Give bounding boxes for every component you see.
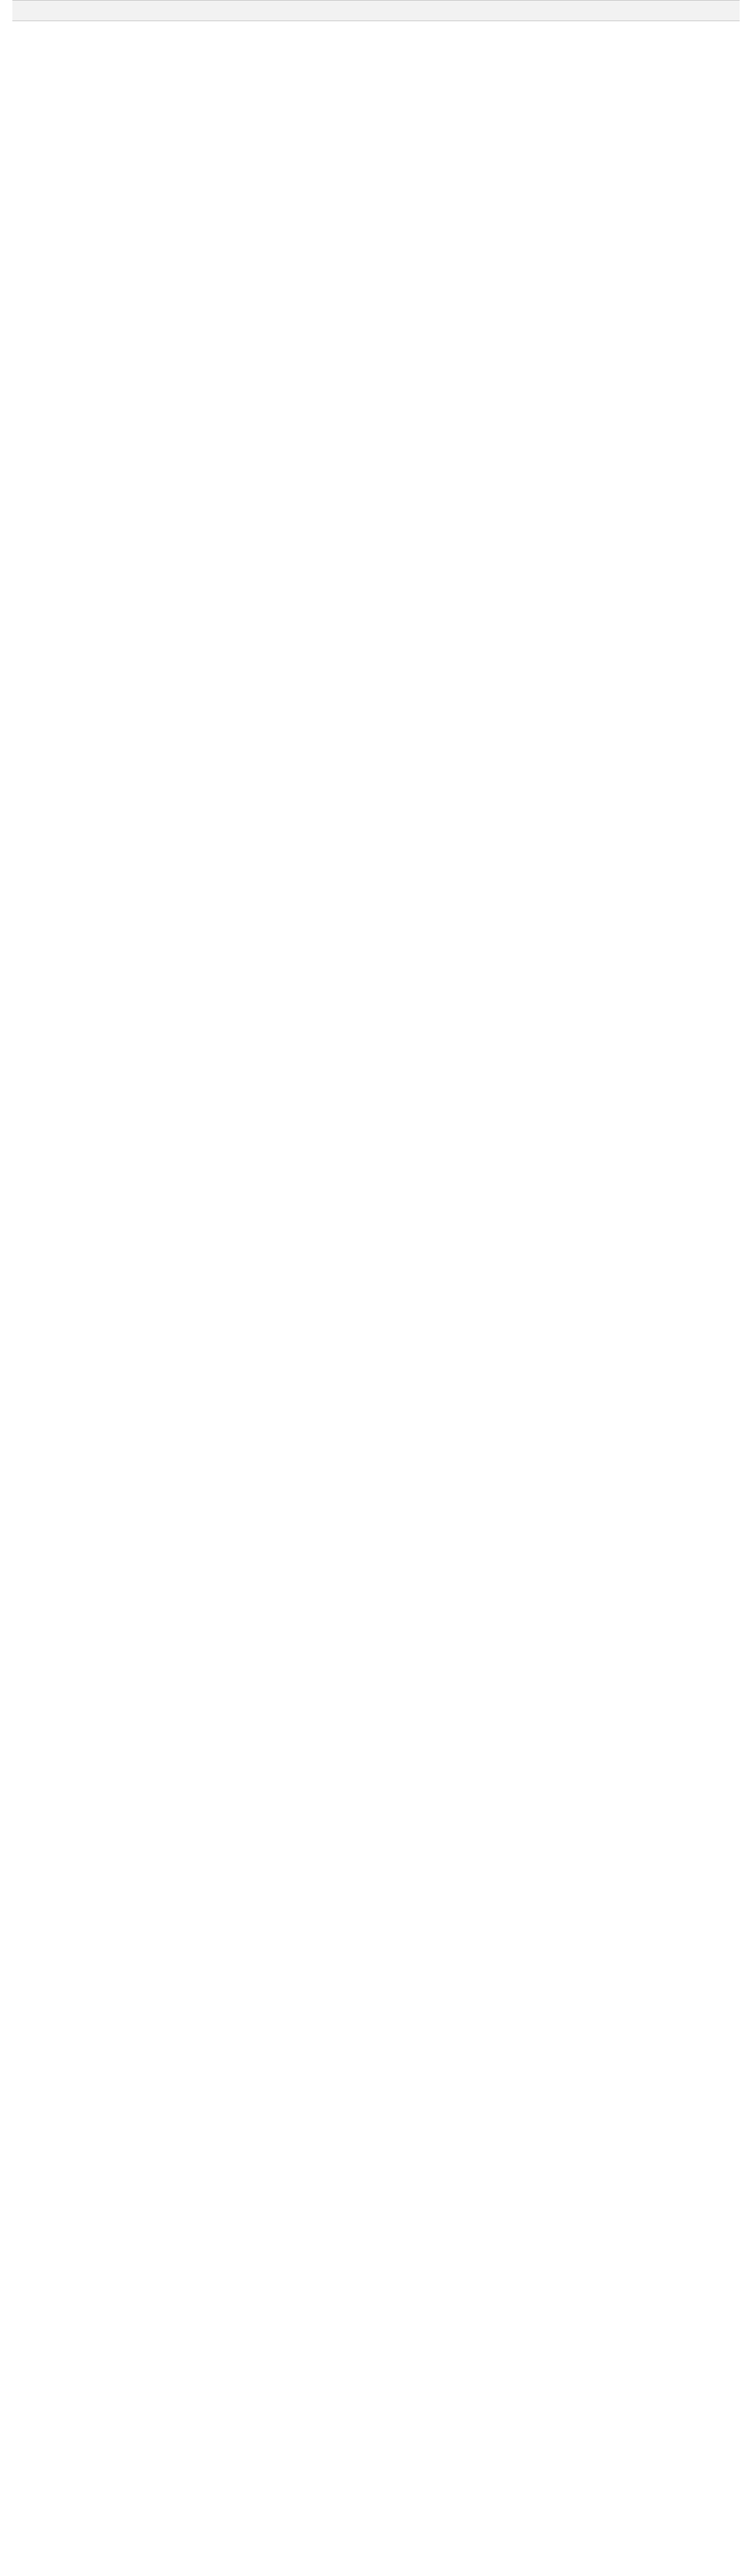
summary-table xyxy=(12,0,740,21)
col-dataset xyxy=(467,1,590,21)
col-model xyxy=(113,1,270,21)
col-task xyxy=(345,1,467,21)
col-year xyxy=(66,1,113,21)
table-header xyxy=(12,1,740,21)
header-row xyxy=(12,1,740,21)
col-method xyxy=(270,1,345,21)
col-ref xyxy=(12,1,66,21)
col-results xyxy=(590,1,740,21)
